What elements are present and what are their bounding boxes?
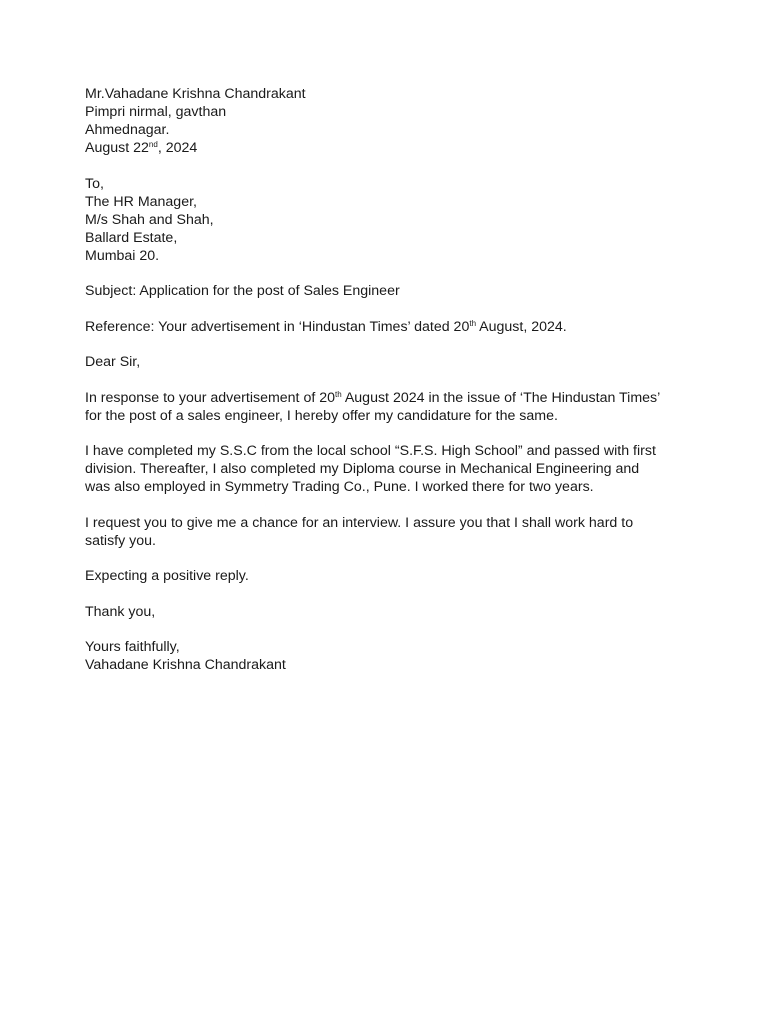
recipient-to: To, [85, 175, 104, 192]
sign-off: Yours faithfully, [85, 639, 180, 655]
letter-document [85, 85, 685, 674]
paragraph-text: In response to your advertisement of 20 [85, 389, 335, 406]
sender-block [85, 85, 685, 157]
reference-suffix: th [469, 318, 477, 328]
signature-name: Vahadane Krishna Chandrakant [85, 657, 286, 673]
paragraph-line: was also employed in Symmetry Trading Co., Pune. I worked there for two years. [85, 479, 594, 495]
recipient-company: M/s Shah and Shah, [85, 211, 214, 228]
paragraph-line: for the post of a sales engineer, I hereby offer my candidature for the same. [85, 407, 558, 424]
recipient-city: Mumbai 20. [85, 247, 160, 264]
subject-line: Subject: Application for the post of Sales Engineer [85, 283, 400, 299]
sender-name: Mr.Vahadane Krishna Chandrakant [85, 86, 306, 102]
paragraph-line: satisfy you. [85, 532, 156, 549]
letter-date-main: August 22 [85, 140, 149, 156]
body-paragraph-1 [85, 389, 685, 425]
recipient-block [85, 175, 685, 265]
letter-date-suffix: nd [148, 140, 158, 149]
recipient-street: Ballard Estate, [85, 229, 178, 246]
body-paragraph-2 [85, 442, 685, 496]
letter-date [85, 139, 685, 157]
recipient-title: The HR Manager, [85, 193, 197, 210]
closing-block [85, 638, 685, 674]
paragraph-line: I have completed my S.S.C from the local school “S.F.S. High School” and passed with first [85, 443, 656, 459]
reference-line [85, 318, 685, 336]
date-suffix: th [335, 389, 342, 399]
reference-tail: August, 2024. [476, 318, 567, 335]
body-paragraph-5: Thank you, [85, 603, 156, 620]
body-paragraph-3 [85, 514, 685, 550]
body-paragraph-4: Expecting a positive reply. [85, 568, 249, 584]
paragraph-line: division. Thereafter, I also completed my Diploma course in Mechanical Engineering and [85, 461, 640, 477]
salutation: Dear Sir, [85, 354, 141, 370]
sender-address-line2: Ahmednagar. [85, 122, 170, 138]
sender-address-line1: Pimpri nirmal, gavthan [85, 104, 227, 120]
paragraph-text: August 2024 in the issue of ‘The Hindustan Times’ [341, 389, 661, 406]
letter-date-year: , 2024 [157, 140, 198, 156]
paragraph-line [85, 389, 685, 407]
paragraph-line: I request you to give me a chance for an interview. I assure you that I shall work hard to [85, 514, 634, 531]
reference-main: Reference: Your advertisement in ‘Hindustan Times’ dated 20 [85, 318, 470, 335]
